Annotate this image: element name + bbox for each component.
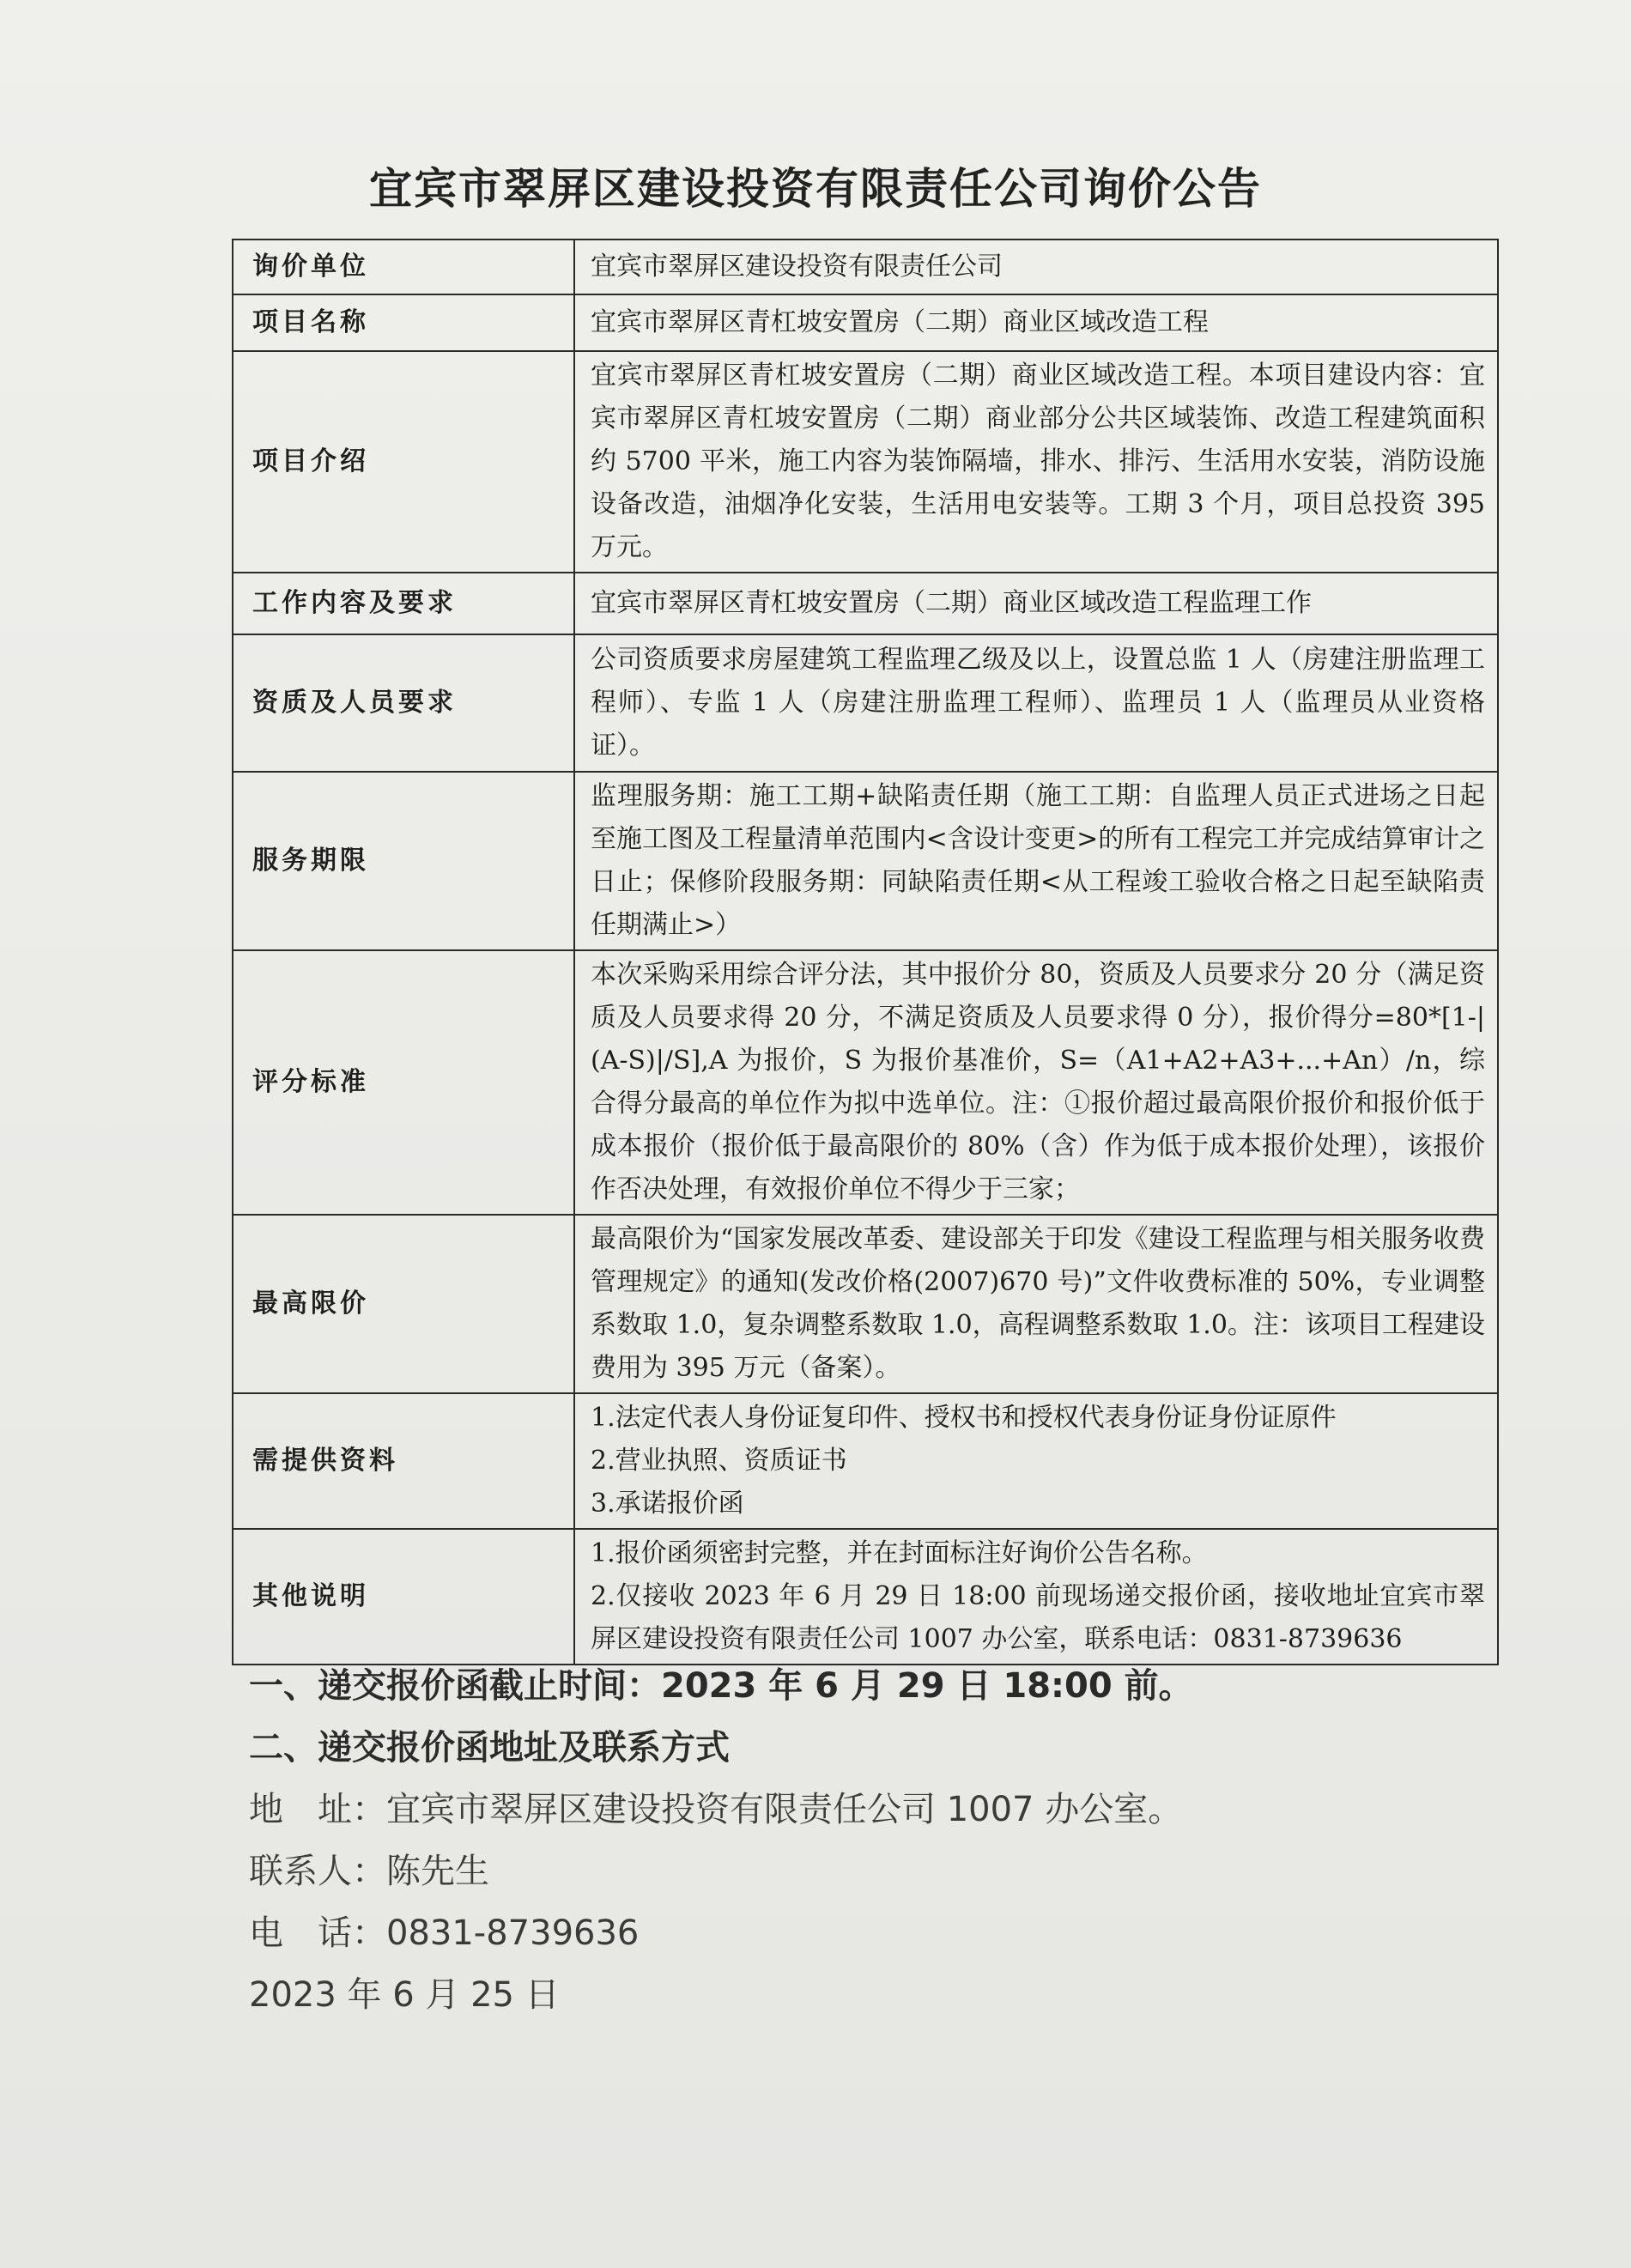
address-heading: 二、递交报价函地址及联系方式 [249, 1728, 730, 1768]
table-row [233, 294, 1498, 351]
row-label-inquiry-unit: 询价单位 [233, 240, 574, 294]
row-label-price-cap: 最高限价 [233, 1215, 574, 1393]
row-label-project-name: 项目名称 [233, 294, 574, 351]
row-value-service-period: 监理服务期：施工工期+缺陷责任期（施工工期：自监理人员正式进场之日起至施工图及工程量清单范围内<含设计变更>的所有工程完工并完成结算审计之日止；保修阶段服务期：同缺陷责任期<从工程竣工验收合格之日起至缺陷责任期满止>） [574, 772, 1498, 950]
list-item: 2.营业执照、资质证书 [591, 1446, 847, 1476]
table-row [233, 573, 1498, 634]
row-label-qualification: 资质及人员要求 [233, 634, 574, 772]
row-value-materials [574, 1393, 1498, 1529]
inquiry-table [232, 239, 1499, 1665]
table-row [233, 950, 1498, 1215]
issue-date: 2023 年 6 月 25 日 [249, 1975, 560, 2015]
table-row [233, 240, 1498, 294]
list-item: 1.法定代表人身份证复印件、授权书和授权代表身份证身份证原件 [591, 1403, 1337, 1433]
row-value-price-cap: 最高限价为“国家发展改革委、建设部关于印发《建设工程监理与相关服务收费管理规定》的通知(发改价格(2007)670 号)”文件收费标准的 50%，专业调整系数取 1.0，复杂调整系数取 1.0，高程调整系数取 1.0。注：该项目工程建设费用为 395 万元（备案）。 [574, 1215, 1498, 1393]
list-item: 2.仅接收 2023 年 6 月 29 日 18:00 前现场递交报价函，接收地址宜宾市翠屏区建设投资有限责任公司 1007 办公室，联系电话：0831-8739636 [591, 1581, 1485, 1654]
table-row [233, 634, 1498, 772]
row-label-materials: 需提供资料 [233, 1393, 574, 1529]
document-title: 宜宾市翠屏区建设投资有限责任公司询价公告 [369, 163, 1262, 214]
table-row [233, 351, 1498, 573]
row-value-scoring: 本次采购采用综合评分法，其中报价分 80，资质及人员要求分 20 分（满足资质及人员要求得 20 分，不满足资质及人员要求得 0 分），报价得分=80*[1-|(A-S)|/S],A 为报价，S 为报价基准价，S=（A1+A2+A3+...+An）/n，综合得分最高的单位作为拟中选单位。注：①报价超过最高限价报价和报价低于成本报价（报价低于最高限价的 80%（含）作为低于成本报价处理），该报价作否决处理，有效报价单位不得少于三家； [574, 950, 1498, 1215]
row-label-service-period: 服务期限 [233, 772, 574, 950]
table-row [233, 1529, 1498, 1665]
table-row [233, 772, 1498, 950]
row-label-other-notes: 其他说明 [233, 1529, 574, 1665]
row-value-project-intro: 宜宾市翠屏区青杠坡安置房（二期）商业区域改造工程。本项目建设内容：宜宾市翠屏区青杠坡安置房（二期）商业部分公共区域装饰、改造工程建筑面积约 5700 平米，施工内容为装饰隔墙，排水、排污、生活用水安装，消防设施设备改造，油烟净化安装，生活用电安装等。工期 3 个月，项目总投资 395 万元。 [574, 351, 1498, 573]
list-item: 1.报价函须密封完整，并在封面标注好询价公告名称。 [591, 1538, 1208, 1568]
row-value-project-name: 宜宾市翠屏区青杠坡安置房（二期）商业区域改造工程 [574, 294, 1498, 351]
row-value-work-content: 宜宾市翠屏区青杠坡安置房（二期）商业区域改造工程监理工作 [574, 573, 1498, 634]
row-value-other-notes [574, 1529, 1498, 1665]
contact-line: 联系人：陈先生 [249, 1852, 489, 1891]
row-value-inquiry-unit: 宜宾市翠屏区建设投资有限责任公司 [574, 240, 1498, 294]
row-label-project-intro: 项目介绍 [233, 351, 574, 573]
phone-line: 电 话：0831-8739636 [249, 1913, 640, 1953]
row-label-work-content: 工作内容及要求 [233, 573, 574, 634]
list-item: 3.承诺报价函 [591, 1489, 744, 1519]
submission-info [249, 1655, 1537, 2026]
table-row [233, 1215, 1498, 1393]
deadline-heading: 一、递交报价函截止时间：2023 年 6 月 29 日 18:00 前。 [249, 1666, 1193, 1706]
address-line: 地 址：宜宾市翠屏区建设投资有限责任公司 1007 办公室。 [249, 1790, 1183, 1829]
table-row [233, 1393, 1498, 1529]
row-label-scoring: 评分标准 [233, 950, 574, 1215]
row-value-qualification: 公司资质要求房屋建筑工程监理乙级及以上，设置总监 1 人（房建注册监理工程师）、专监 1 人（房建注册监理工程师）、监理员 1 人（监理员从业资格证）。 [574, 634, 1498, 772]
